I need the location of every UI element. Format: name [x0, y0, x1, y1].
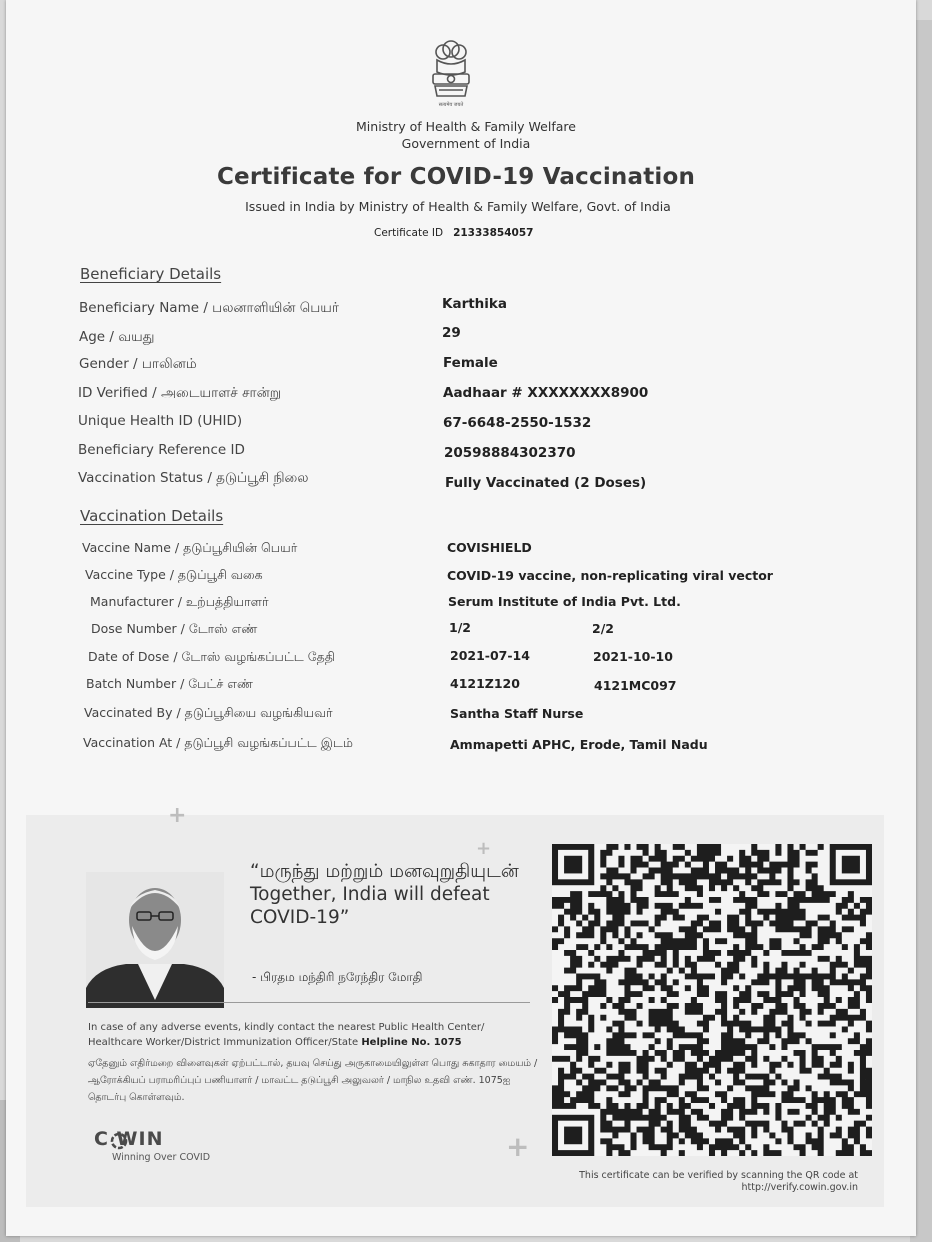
issued-by: Issued in India by Ministry of Health & Family Welfare, Govt. of India	[245, 199, 671, 214]
cowin-logo-o-icon	[109, 1131, 129, 1151]
vaccination-at-label: Vaccination At / தடுப்பூசி வழங்கப்பட்ட இடம்	[83, 735, 353, 750]
vaccine-type-value: COVID-19 vaccine, non-replicating viral vector	[447, 568, 773, 583]
plus-icon: +	[506, 1130, 530, 1163]
portrait-photo	[86, 872, 224, 1008]
age-value: 29	[442, 325, 461, 341]
adverse-event-notice-tamil: ஏதேனும் எதிர்மறை விளைவுகள் ஏற்பட்டால், தயவு செய்து அருகாமையிலுள்ள பொது சுகாதார மையம் / ஆரோக்கியப் பராமரிப்புப் பணியாளர் / மாவட்ட தடுப்பூசி அலுவலர் / மாநில உதவி எண். 1075ஐ தொடர்பு கொள்ளவும்.	[88, 1058, 538, 1103]
vaccination-status-label: Vaccination Status / தடுப்பூசி நிலை	[78, 470, 309, 486]
ministry-name: Ministry of Health & Family Welfare	[356, 119, 576, 134]
certificate-id-value: 21333854057	[453, 227, 534, 239]
helpline-number: Helpline No. 1075	[361, 1037, 462, 1048]
beneficiary-name-value: Karthika	[442, 296, 508, 312]
dose2-number-value: 2/2	[592, 621, 614, 636]
adverse-event-text: In case of any adverse events, kindly contact the nearest Public Health Center/ Healthcare Worker/District Immunization Officer/State	[88, 1022, 485, 1048]
dose2-date-value: 2021-10-10	[593, 649, 673, 664]
dose-number-label: Dose Number / டோஸ் எண்	[91, 621, 258, 636]
beneficiary-name-label: Beneficiary Name / பலனாளியின் பெயர்	[79, 300, 339, 316]
certificate-title: Certificate for COVID-19 Vaccination	[216, 164, 696, 190]
plus-icon: +	[168, 803, 187, 828]
banner-divider	[88, 1002, 530, 1003]
batch-number-label: Batch Number / பேட்ச் எண்	[86, 676, 253, 691]
pm-quote: “மருந்து மற்றும் மனவுறுதியுடன் Together, India will defeat COVID-19”	[250, 861, 519, 928]
certificate-id-label: Certificate ID	[374, 227, 444, 239]
cowin-logo: C WIN	[94, 1128, 164, 1150]
emblem-caption: सत्यमेव जयते	[438, 102, 464, 108]
vaccine-type-label: Vaccine Type / தடுப்பூசி வகை	[85, 567, 263, 582]
dose2-batch-value: 4121MC097	[594, 678, 677, 693]
vaccination-section-title: Vaccination Details	[80, 507, 224, 525]
id-verified-value: Aadhaar # XXXXXXXX8900	[443, 385, 649, 401]
manufacturer-value: Serum Institute of India Pvt. Ltd.	[448, 594, 681, 609]
date-of-dose-label: Date of Dose / டோஸ் வழங்கப்பட்ட தேதி	[88, 649, 335, 664]
vaccination-status-value: Fully Vaccinated (2 Doses)	[445, 475, 647, 491]
dose1-batch-value: 4121Z120	[450, 676, 520, 691]
dose1-number-value: 1/2	[449, 620, 471, 635]
vaccination-at-value: Ammapetti APHC, Erode, Tamil Nadu	[450, 737, 708, 752]
plus-icon: +	[476, 838, 492, 859]
manufacturer-label: Manufacturer / உற்பத்தியாளர்	[90, 594, 269, 609]
vaccine-name-value: COVISHIELD	[447, 540, 532, 555]
certificate-id-row	[374, 227, 533, 239]
vaccinated-by-label: Vaccinated By / தடுப்பூசியை வழங்கியவர்	[84, 705, 333, 720]
beneficiary-section-title: Beneficiary Details	[80, 265, 222, 283]
government-name: Government of India	[401, 136, 531, 151]
pm-attribution: - பிரதம மந்திரி நரேந்திர மோதி	[252, 970, 423, 984]
uhid-label: Unique Health ID (UHID)	[78, 413, 243, 429]
reference-id-value: 20598884302370	[444, 445, 576, 461]
gender-value: Female	[443, 355, 498, 371]
verify-notice: This certificate can be verified by scanning the QR code at http://verify.cowin.gov.in	[579, 1170, 858, 1193]
qr-code-icon[interactable]	[552, 844, 872, 1156]
reference-id-label: Beneficiary Reference ID	[78, 442, 245, 458]
vaccine-name-label: Vaccine Name / தடுப்பூசியின் பெயர்	[82, 540, 298, 555]
age-label: Age / வயது	[79, 329, 155, 345]
cowin-tagline: Winning Over COVID	[112, 1152, 211, 1163]
vaccinated-by-value: Santha Staff Nurse	[450, 706, 584, 721]
dose1-date-value: 2021-07-14	[450, 648, 530, 663]
ashoka-emblem-icon	[423, 38, 479, 110]
uhid-value: 67-6648-2550-1532	[443, 415, 592, 431]
id-verified-label: ID Verified / அடையாளச் சான்று	[78, 385, 281, 401]
adverse-event-notice	[88, 1020, 538, 1050]
gender-label: Gender / பாலினம்	[79, 356, 197, 372]
